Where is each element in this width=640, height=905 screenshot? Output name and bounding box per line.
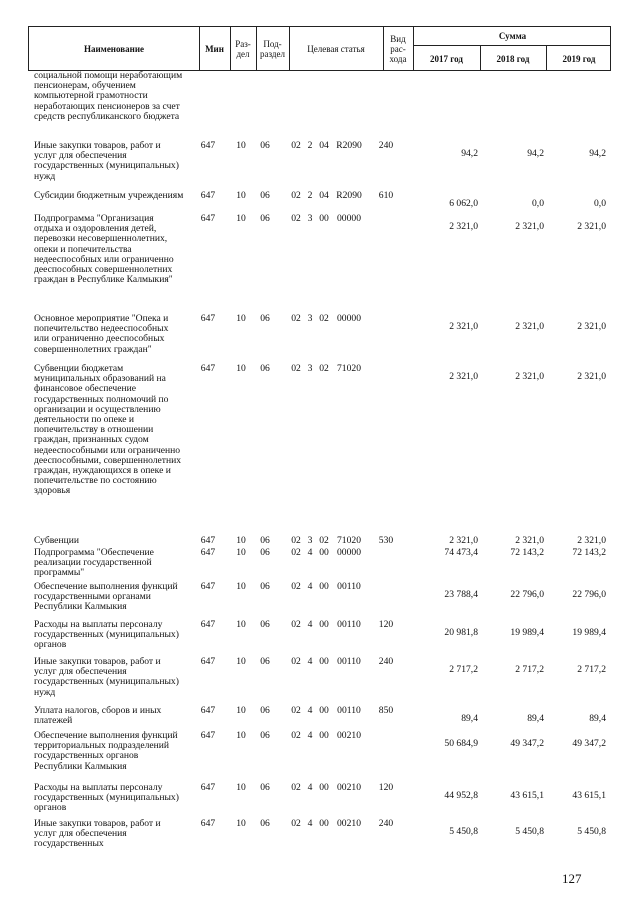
row-sum-s19: 72 143,2 (572, 547, 606, 558)
row-sum-s18: 5 450,8 (515, 826, 544, 837)
row-name: Расходы на выплаты персоналу государственных (муниципальных) органов (34, 619, 179, 651)
row-vr: 240 (378, 656, 394, 667)
row-c3: 02 (319, 363, 329, 374)
header-2017: 2017 год (430, 53, 463, 64)
row-name: социальной помощи неработающим пенсионерам, обучением компьютерной грамотности неработающих пенсионеров за счет средств республиканского бюджета (34, 70, 183, 122)
row-c1: 02 (291, 705, 301, 716)
row-min: 647 (200, 140, 216, 151)
row-c4: R2090 (336, 140, 362, 151)
row-c4: 71020 (337, 535, 361, 546)
row-c2: 3 (307, 313, 313, 324)
row-rz: 10 (236, 213, 246, 224)
row-name: Подпрограмма "Организация отдыха и оздоровления детей, перевозки несовершеннолетних, опеки и попечительства недееспособных или ограниченно дееспособных совершеннолетних граждан в Республике Калмыкия" (34, 213, 174, 286)
row-min: 647 (200, 656, 216, 667)
row-min: 647 (200, 619, 216, 630)
row-c4: 71020 (337, 363, 361, 374)
header-podrazdel: Под-раздел (260, 38, 285, 59)
row-sum-s19: 89,4 (589, 713, 606, 724)
row-c1: 02 (291, 363, 301, 374)
row-sum-s17: 23 788,4 (444, 589, 478, 600)
row-vr: 610 (378, 190, 394, 201)
row-c2: 4 (307, 656, 313, 667)
row-c4: 00110 (337, 581, 361, 592)
row-c1: 02 (291, 190, 301, 201)
row-c3: 00 (319, 730, 329, 741)
row-rz: 10 (236, 619, 246, 630)
row-rz: 10 (236, 581, 246, 592)
row-c1: 02 (291, 547, 301, 558)
row-sum-s17: 20 981,8 (444, 627, 478, 638)
header-summa: Сумма (498, 31, 527, 41)
row-vr: 120 (378, 619, 394, 630)
row-sum-s18: 2 321,0 (515, 371, 544, 382)
row-name: Уплата налогов, сборов и иных платежей (34, 705, 162, 727)
row-min: 647 (200, 705, 216, 716)
row-rz: 10 (236, 818, 246, 829)
row-vr: 240 (378, 140, 394, 151)
row-pr: 06 (260, 140, 270, 151)
row-rz: 10 (236, 190, 246, 201)
header-name: Наименование (84, 43, 144, 54)
row-sum-s17: 50 684,9 (444, 738, 478, 749)
row-c1: 02 (291, 213, 301, 224)
row-min: 647 (200, 190, 216, 201)
row-c4: 00110 (337, 619, 361, 630)
row-rz: 10 (236, 656, 246, 667)
row-c1: 02 (291, 581, 301, 592)
row-c2: 2 (307, 190, 313, 201)
row-sum-s18: 19 989,4 (510, 627, 544, 638)
row-sum-s17: 89,4 (461, 713, 478, 724)
row-min: 647 (200, 213, 216, 224)
page-number: 127 (562, 871, 582, 886)
row-c4: 00000 (337, 213, 361, 224)
row-pr: 06 (260, 363, 270, 374)
row-sum-s18: 22 796,0 (510, 589, 544, 600)
row-c1: 02 (291, 656, 301, 667)
row-min: 647 (200, 363, 216, 374)
row-sum-s18: 72 143,2 (510, 547, 544, 558)
row-name: Субвенции (34, 535, 79, 546)
row-pr: 06 (260, 818, 270, 829)
row-c2: 3 (307, 363, 313, 374)
row-min: 647 (200, 313, 216, 324)
row-sum-s17: 74 473,4 (444, 547, 478, 558)
row-min: 647 (200, 581, 216, 592)
row-c4: 00210 (337, 730, 361, 741)
row-c3: 00 (319, 656, 329, 667)
row-rz: 10 (236, 535, 246, 546)
row-sum-s19: 2 321,0 (577, 371, 606, 382)
row-sum-s18: 2 321,0 (515, 221, 544, 232)
row-rz: 10 (236, 547, 246, 558)
row-sum-s18: 2 321,0 (515, 321, 544, 332)
row-c1: 02 (291, 535, 301, 546)
row-pr: 06 (260, 619, 270, 630)
row-c3: 00 (319, 547, 329, 558)
row-c2: 4 (307, 705, 313, 716)
row-sum-s19: 2 321,0 (577, 221, 606, 232)
table-header (28, 26, 611, 71)
row-vr: 120 (378, 782, 394, 793)
row-c2: 4 (307, 547, 313, 558)
row-rz: 10 (236, 705, 246, 716)
row-c2: 2 (307, 140, 313, 151)
row-sum-s19: 19 989,4 (572, 627, 606, 638)
row-rz: 10 (236, 782, 246, 793)
row-name: Обеспечение выполнения функций государственными органами Республики Калмыкия (34, 581, 178, 613)
row-name: Расходы на выплаты персоналу государственных (муниципальных) органов (34, 782, 179, 814)
row-min: 647 (200, 535, 216, 546)
row-pr: 06 (260, 313, 270, 324)
row-pr: 06 (260, 190, 270, 201)
row-c1: 02 (291, 730, 301, 741)
row-name: Иные закупки товаров, работ и услуг для обеспечения государственных (муниципальных) нужд (34, 656, 179, 698)
row-pr: 06 (260, 730, 270, 741)
row-c3: 04 (319, 190, 329, 201)
row-pr: 06 (260, 782, 270, 793)
row-pr: 06 (260, 535, 270, 546)
row-c2: 3 (307, 213, 313, 224)
header-2019: 2019 год (562, 53, 596, 64)
row-min: 647 (200, 818, 216, 829)
row-pr: 06 (260, 705, 270, 716)
header-min: Мин (205, 43, 224, 54)
row-sum-s18: 2 321,0 (515, 535, 544, 546)
row-pr: 06 (260, 581, 270, 592)
header-cel: Целевая статья (307, 43, 365, 54)
row-c2: 4 (307, 818, 313, 829)
row-sum-s19: 0,0 (594, 198, 606, 209)
row-c3: 02 (319, 535, 329, 546)
row-sum-s17: 2 321,0 (449, 321, 478, 332)
row-name: Иные закупки товаров, работ и услуг для обеспечения государственных (34, 818, 161, 850)
row-c4: 00000 (337, 547, 361, 558)
row-c3: 00 (319, 782, 329, 793)
row-c3: 00 (319, 705, 329, 716)
row-c1: 02 (291, 818, 301, 829)
row-c2: 4 (307, 782, 313, 793)
row-sum-s19: 22 796,0 (572, 589, 606, 600)
row-name: Подпрограмма "Обеспечение реализации государственной программы" (34, 547, 154, 579)
row-c1: 02 (291, 782, 301, 793)
header-2018: 2018 год (496, 53, 530, 64)
row-pr: 06 (260, 213, 270, 224)
row-sum-s19: 5 450,8 (577, 826, 606, 837)
header-vid: Вид рас-хода (389, 33, 407, 64)
row-sum-s19: 2 321,0 (577, 321, 606, 332)
row-c4: R2090 (336, 190, 362, 201)
row-sum-s19: 49 347,2 (572, 738, 606, 749)
row-vr: 240 (378, 818, 394, 829)
row-vr: 850 (378, 705, 394, 716)
row-sum-s19: 94,2 (589, 148, 606, 159)
row-pr: 06 (260, 547, 270, 558)
row-name: Основное мероприятие "Опека и попечительство недееспособных или ограниченно дееспособных совершеннолетних граждан" (34, 313, 169, 355)
row-sum-s17: 2 717,2 (449, 664, 478, 675)
row-c3: 00 (319, 581, 329, 592)
row-c2: 4 (307, 619, 313, 630)
row-c4: 00210 (337, 782, 361, 793)
row-sum-s18: 43 615,1 (510, 790, 544, 801)
row-rz: 10 (236, 140, 246, 151)
row-sum-s18: 0,0 (532, 198, 544, 209)
header-razdel: Раз-дел (235, 38, 251, 59)
row-sum-s19: 2 717,2 (577, 664, 606, 675)
row-pr: 06 (260, 656, 270, 667)
row-c1: 02 (291, 619, 301, 630)
row-c2: 3 (307, 535, 313, 546)
row-c3: 02 (319, 313, 329, 324)
row-c3: 00 (319, 213, 329, 224)
row-sum-s17: 94,2 (461, 148, 478, 159)
row-c2: 4 (307, 730, 313, 741)
row-name: Субвенции бюджетам муниципальных образований на финансовое обеспечение государственных полномочий по организации и осуществлению деятельности по опеке и попечительству в отношении граждан, признанных судом недееспособными или ограниченно дееспособными, совершеннолетних граждан, нуждающихся в опеке и попечительстве по состоянию здоровья (34, 363, 182, 497)
row-sum-s17: 2 321,0 (449, 535, 478, 546)
row-sum-s19: 43 615,1 (572, 790, 606, 801)
row-sum-s18: 49 347,2 (510, 738, 544, 749)
row-c3: 04 (319, 140, 329, 151)
row-c4: 00000 (337, 313, 361, 324)
row-min: 647 (200, 547, 216, 558)
row-sum-s17: 2 321,0 (449, 371, 478, 382)
row-c4: 00110 (337, 656, 361, 667)
row-min: 647 (200, 730, 216, 741)
row-c4: 00210 (337, 818, 361, 829)
row-c1: 02 (291, 313, 301, 324)
row-sum-s18: 89,4 (527, 713, 544, 724)
row-c4: 00110 (337, 705, 361, 716)
row-c1: 02 (291, 140, 301, 151)
row-sum-s17: 5 450,8 (449, 826, 478, 837)
row-rz: 10 (236, 730, 246, 741)
row-vr: 530 (378, 535, 394, 546)
row-name: Обеспечение выполнения функций территориальных подразделений государственных органов Республики Калмыкия (34, 730, 178, 772)
row-name: Субсидии бюджетным учреждениям (34, 190, 184, 201)
row-name: Иные закупки товаров, работ и услуг для обеспечения государственных (муниципальных) нужд (34, 140, 179, 182)
row-c3: 00 (319, 619, 329, 630)
row-sum-s18: 2 717,2 (515, 664, 544, 675)
row-min: 647 (200, 782, 216, 793)
row-sum-s17: 2 321,0 (449, 221, 478, 232)
row-c2: 4 (307, 581, 313, 592)
row-sum-s19: 2 321,0 (577, 535, 606, 546)
row-sum-s17: 44 952,8 (444, 790, 478, 801)
row-c3: 00 (319, 818, 329, 829)
row-sum-s18: 94,2 (527, 148, 544, 159)
row-sum-s17: 6 062,0 (449, 198, 478, 209)
row-rz: 10 (236, 313, 246, 324)
row-rz: 10 (236, 363, 246, 374)
